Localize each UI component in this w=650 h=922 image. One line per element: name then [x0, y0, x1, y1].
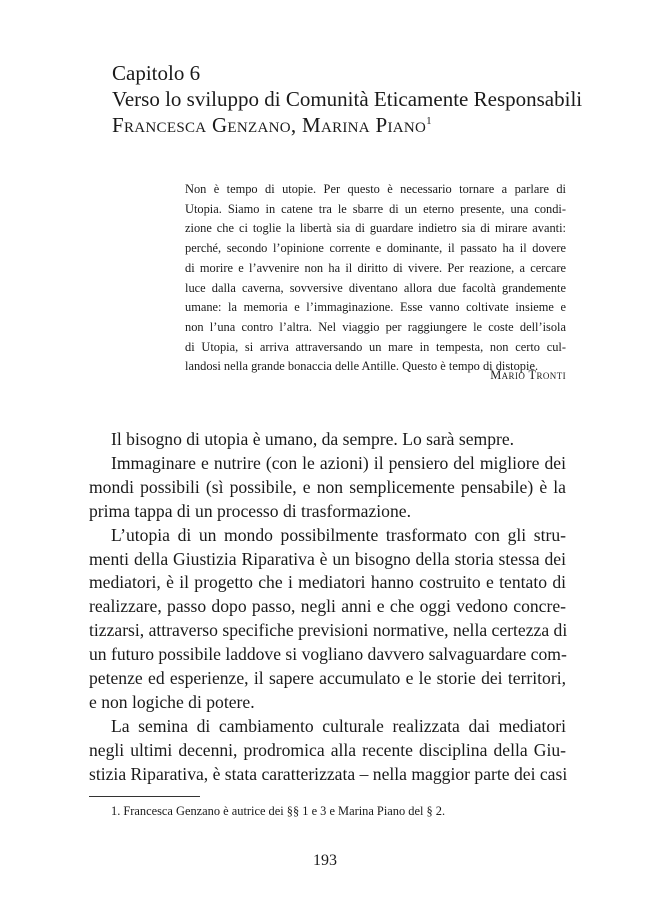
chapter-authors — [112, 112, 592, 138]
chapter-number: Capitolo 6 — [112, 61, 201, 85]
body-text — [89, 428, 566, 787]
paragraph-line: L’utopia di un mondo possibilmente trasformato con gli stru- — [111, 524, 566, 545]
chapter-title: Verso lo sviluppo di Comunità Eticamente Responsabili — [112, 87, 583, 111]
paragraph-line: petenze ed esperienze, il sapere accumulato e le storie dei territori, — [89, 668, 566, 689]
epigraph-line: Non è tempo di utopie. Per questo è necessario tornare a parlare di — [185, 182, 566, 196]
page-number: 193 — [313, 852, 337, 869]
epigraph — [185, 180, 566, 377]
epigraph-line: zione che ci toglie la libertà sia di guardare indietro sia di mirare avanti: — [185, 221, 566, 236]
paragraph-line: Immaginare e nutrire (con le azioni) il pensiero del migliore dei — [111, 452, 566, 473]
epigraph-line: landosi nella grande bonaccia delle Antille. Questo è tempo di distopie. — [185, 359, 539, 374]
epigraph-line: umane: la memoria e l’immaginazione. Esse vanno coltivate insieme e — [185, 300, 566, 315]
footnote: 1. Francesca Genzano è autrice dei §§ 1 e 3 e Marina Piano del § 2. — [111, 804, 446, 818]
paragraph-line: Il bisogno di utopia è umano, da sempre. Lo sarà sempre. — [111, 429, 515, 449]
paragraph-line: un futuro possibile laddove si vogliano davvero salvaguardare com- — [89, 644, 567, 665]
authors-names: Francesca Genzano, Marina Piano — [112, 113, 427, 137]
paragraph-line: stizia Riparativa, è stata caratterizzata – nella maggior parte dei casi — [89, 763, 568, 784]
paragraph-line: negli ultimi decenni, prodromica alla recente disciplina della Giu- — [89, 739, 566, 760]
epigraph-line: luce dalla caverna, sovversive diventano allora due facoltà grandemente — [185, 280, 566, 295]
paragraph-line: e non logiche di potere. — [89, 691, 255, 712]
footnote-mark: 1 — [426, 115, 432, 127]
paragraph-line: mondi possibili (sì possibile, e non semplicemente pensabile) è la — [89, 476, 566, 497]
chapter-heading — [112, 60, 592, 138]
epigraph-line: non l’una contro l’altra. Nel viaggio per raggiungere le coste dell’isola — [185, 319, 566, 334]
epigraph-line: Utopia. Siamo in catene tra le sbarre di un eterno presente, una condi- — [185, 201, 566, 216]
paragraph-line: prima tappa di un processo di trasformazione. — [89, 500, 411, 521]
paragraph-line: realizzare, passo dopo passo, negli anni e che oggi vedono concre- — [89, 596, 566, 617]
epigraph-line: perché, secondo l’opinione corrente e dominante, il passato ha il dovere — [185, 241, 566, 256]
paragraph-line: mediatori, è il progetto che i mediatori hanno costruito e tentato di — [89, 572, 566, 593]
paragraph-line: tizzarsi, attraverso specifiche previsioni normative, nella certezza di — [89, 620, 568, 641]
epigraph-line: di Utopia, si arriva attraversando un mare in tempesta, non certo cul- — [185, 339, 566, 354]
epigraph-line: di morire e l’avvenire non ha il diritto di vivere. Per reazione, a cercare — [185, 260, 566, 275]
paragraph-line: menti della Giustizia Riparativa è un bisogno della storia stessa dei — [89, 548, 566, 569]
footnote-divider — [89, 796, 200, 797]
paragraph-line: La semina di cambiamento culturale realizzata dai mediatori — [111, 715, 566, 736]
epigraph-author: Mario Tronti — [490, 368, 566, 382]
